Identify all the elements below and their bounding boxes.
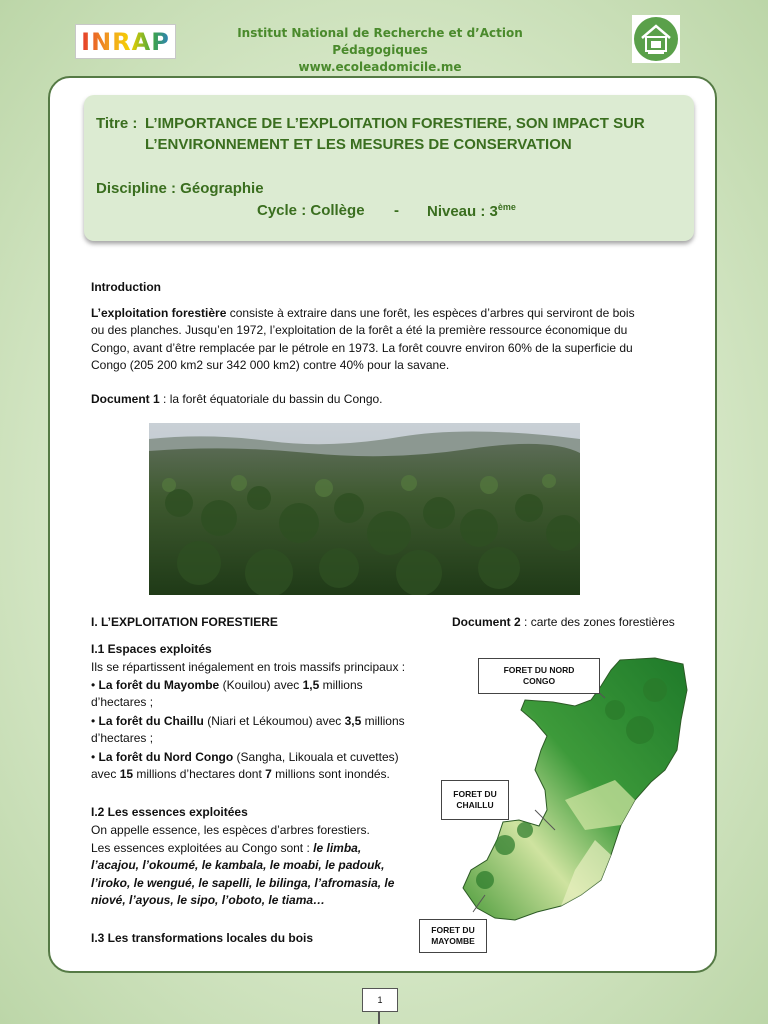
bullet-nord-line2-c: millions sont inondés.	[271, 767, 390, 782]
essences-1: le limba,	[313, 841, 362, 855]
title-label: Titre :	[96, 115, 138, 132]
doc1-label: Document 1	[91, 392, 160, 406]
intro-line-4: Congo (205 200 km2 sur 342 000 km2) contre 40% pour la savane.	[91, 358, 450, 372]
bullet-chaillu	[91, 713, 418, 748]
page-number: 1	[362, 988, 398, 1012]
bullet-nord-text: (Sangha, Likouala et cuvettes)	[233, 750, 399, 764]
bullet-chaillu-line2: d’hectares ;	[91, 731, 154, 746]
callout-chaillu	[441, 780, 509, 820]
intro-line-1	[91, 305, 635, 322]
niveau-value: Niveau : 3	[427, 203, 498, 220]
bullet-chaillu-number: 3,5	[344, 714, 362, 728]
page-number-connector	[378, 1011, 380, 1024]
intro-term: L’exploitation forestière	[91, 306, 227, 320]
separator-dash: -	[394, 202, 399, 219]
bullet-nord-line2-a: avec	[91, 767, 120, 782]
sub1-heading: I.1 Espaces exploités	[91, 642, 212, 656]
essences-3: l’iroko, le wengué, le sapelli, le bilinga, l’afromasia, le	[91, 875, 395, 890]
bullet-chaillu-name: La forêt du Chaillu	[98, 714, 204, 728]
callout-chaillu-line2: CHAILLU	[456, 800, 494, 810]
bullet-mayombe-text-a: (Kouilou) avec	[219, 678, 303, 692]
doc2-caption-text: : carte des zones forestières	[520, 615, 675, 629]
doc2-label: Document 2	[452, 615, 521, 629]
bullet-chaillu-text-b: millions	[361, 714, 405, 728]
inrap-logo	[75, 24, 176, 59]
bullet-mayombe	[91, 677, 418, 712]
intro-line-1-text: consiste à extraire dans une forêt, les espèces d’arbres qui serviront de bois	[226, 306, 635, 320]
header-institute-block	[190, 25, 570, 76]
intro-heading: Introduction	[91, 280, 161, 294]
bullet-mayombe-number: 1,5	[302, 678, 320, 692]
callout-chaillu-line1: FORET DU	[453, 789, 497, 799]
essences-2: l’acajou, l’okoumé, le kambala, le moabi, le padouk,	[91, 858, 385, 873]
cycle-label: Cycle : Collège	[257, 202, 365, 219]
sub1-intro: Ils se répartissent inégalement en trois massifs principaux :	[91, 660, 406, 674]
doc1-caption	[91, 391, 383, 408]
essences-paragraph	[91, 840, 418, 910]
niveau-label	[427, 202, 516, 220]
essences-4: niové, l’ayous, le sipo, l’oboto, le tiama…	[91, 893, 326, 908]
callout-nord-line2: CONGO	[522, 676, 556, 686]
sub2-line2: Les essences exploitées au Congo sont :	[91, 841, 314, 855]
bullet-chaillu-text-a: (Niari et Lékoumou) avec	[203, 714, 345, 728]
sub3-heading: I.3 Les transformations locales du bois	[91, 931, 314, 945]
bullet-nord-congo	[91, 749, 418, 784]
callout-nord-line1: FORET DU NORD	[503, 665, 575, 675]
discipline-label: Discipline : Géographie	[96, 180, 264, 197]
doc2-caption	[452, 614, 675, 631]
bullet-mark: •	[91, 750, 96, 764]
home-school-logo-icon	[632, 15, 680, 63]
doc1-caption-text: : la forêt équatoriale du bassin du Congo.	[159, 392, 383, 406]
bullet-mayombe-text-b: millions	[319, 678, 363, 692]
title-line-2: L’ENVIRONNEMENT ET LES MESURES DE CONSERVATION	[145, 136, 572, 153]
bullet-nord-name: La forêt du Nord Congo	[98, 750, 234, 764]
intro-line-3: Congo, avant d’être remplacée par le pétrole en 1973. La forêt couvre environ 60% de la superficie du	[91, 341, 633, 355]
intro-line-2: ou des planches. Jusqu’en 1972, l’exploitation de la forêt a été la première ressource économique du	[91, 323, 628, 337]
bullet-nord-number1: 15	[119, 767, 134, 782]
niveau-superscript: ème	[497, 202, 516, 212]
institute-website: www.ecoleadomicile.me	[298, 60, 462, 74]
callout-mayombe	[419, 919, 487, 953]
bullet-mark: •	[91, 714, 96, 728]
section1-heading: I. L’EXPLOITATION FORESTIERE	[91, 615, 278, 629]
bullet-mayombe-name: La forêt du Mayombe	[98, 678, 220, 692]
institute-name: Institut National de Recherche et d’Action Pédagogiques	[237, 26, 523, 57]
title-line-1: L’IMPORTANCE DE L’EXPLOITATION FORESTIERE, SON IMPACT SUR	[145, 115, 645, 132]
forest-photo	[149, 423, 580, 595]
sub2-heading: I.2 Les essences exploitées	[91, 805, 248, 819]
bullet-mayombe-line2: d’hectares ;	[91, 695, 154, 710]
bullet-mark: •	[91, 678, 96, 692]
bullet-nord-number2: 7	[265, 767, 272, 782]
callout-mayombe-line1: FORET DU	[431, 925, 475, 935]
callout-mayombe-line2: MAYOMBE	[431, 936, 475, 946]
bullet-nord-line2-b: millions d’hectares dont	[133, 767, 266, 782]
inrap-logo-text: INRAP	[81, 27, 170, 56]
sub2-line1: On appelle essence, les espèces d’arbres forestiers.	[91, 823, 370, 837]
callout-nord-congo	[478, 658, 600, 694]
page-header	[0, 0, 768, 75]
